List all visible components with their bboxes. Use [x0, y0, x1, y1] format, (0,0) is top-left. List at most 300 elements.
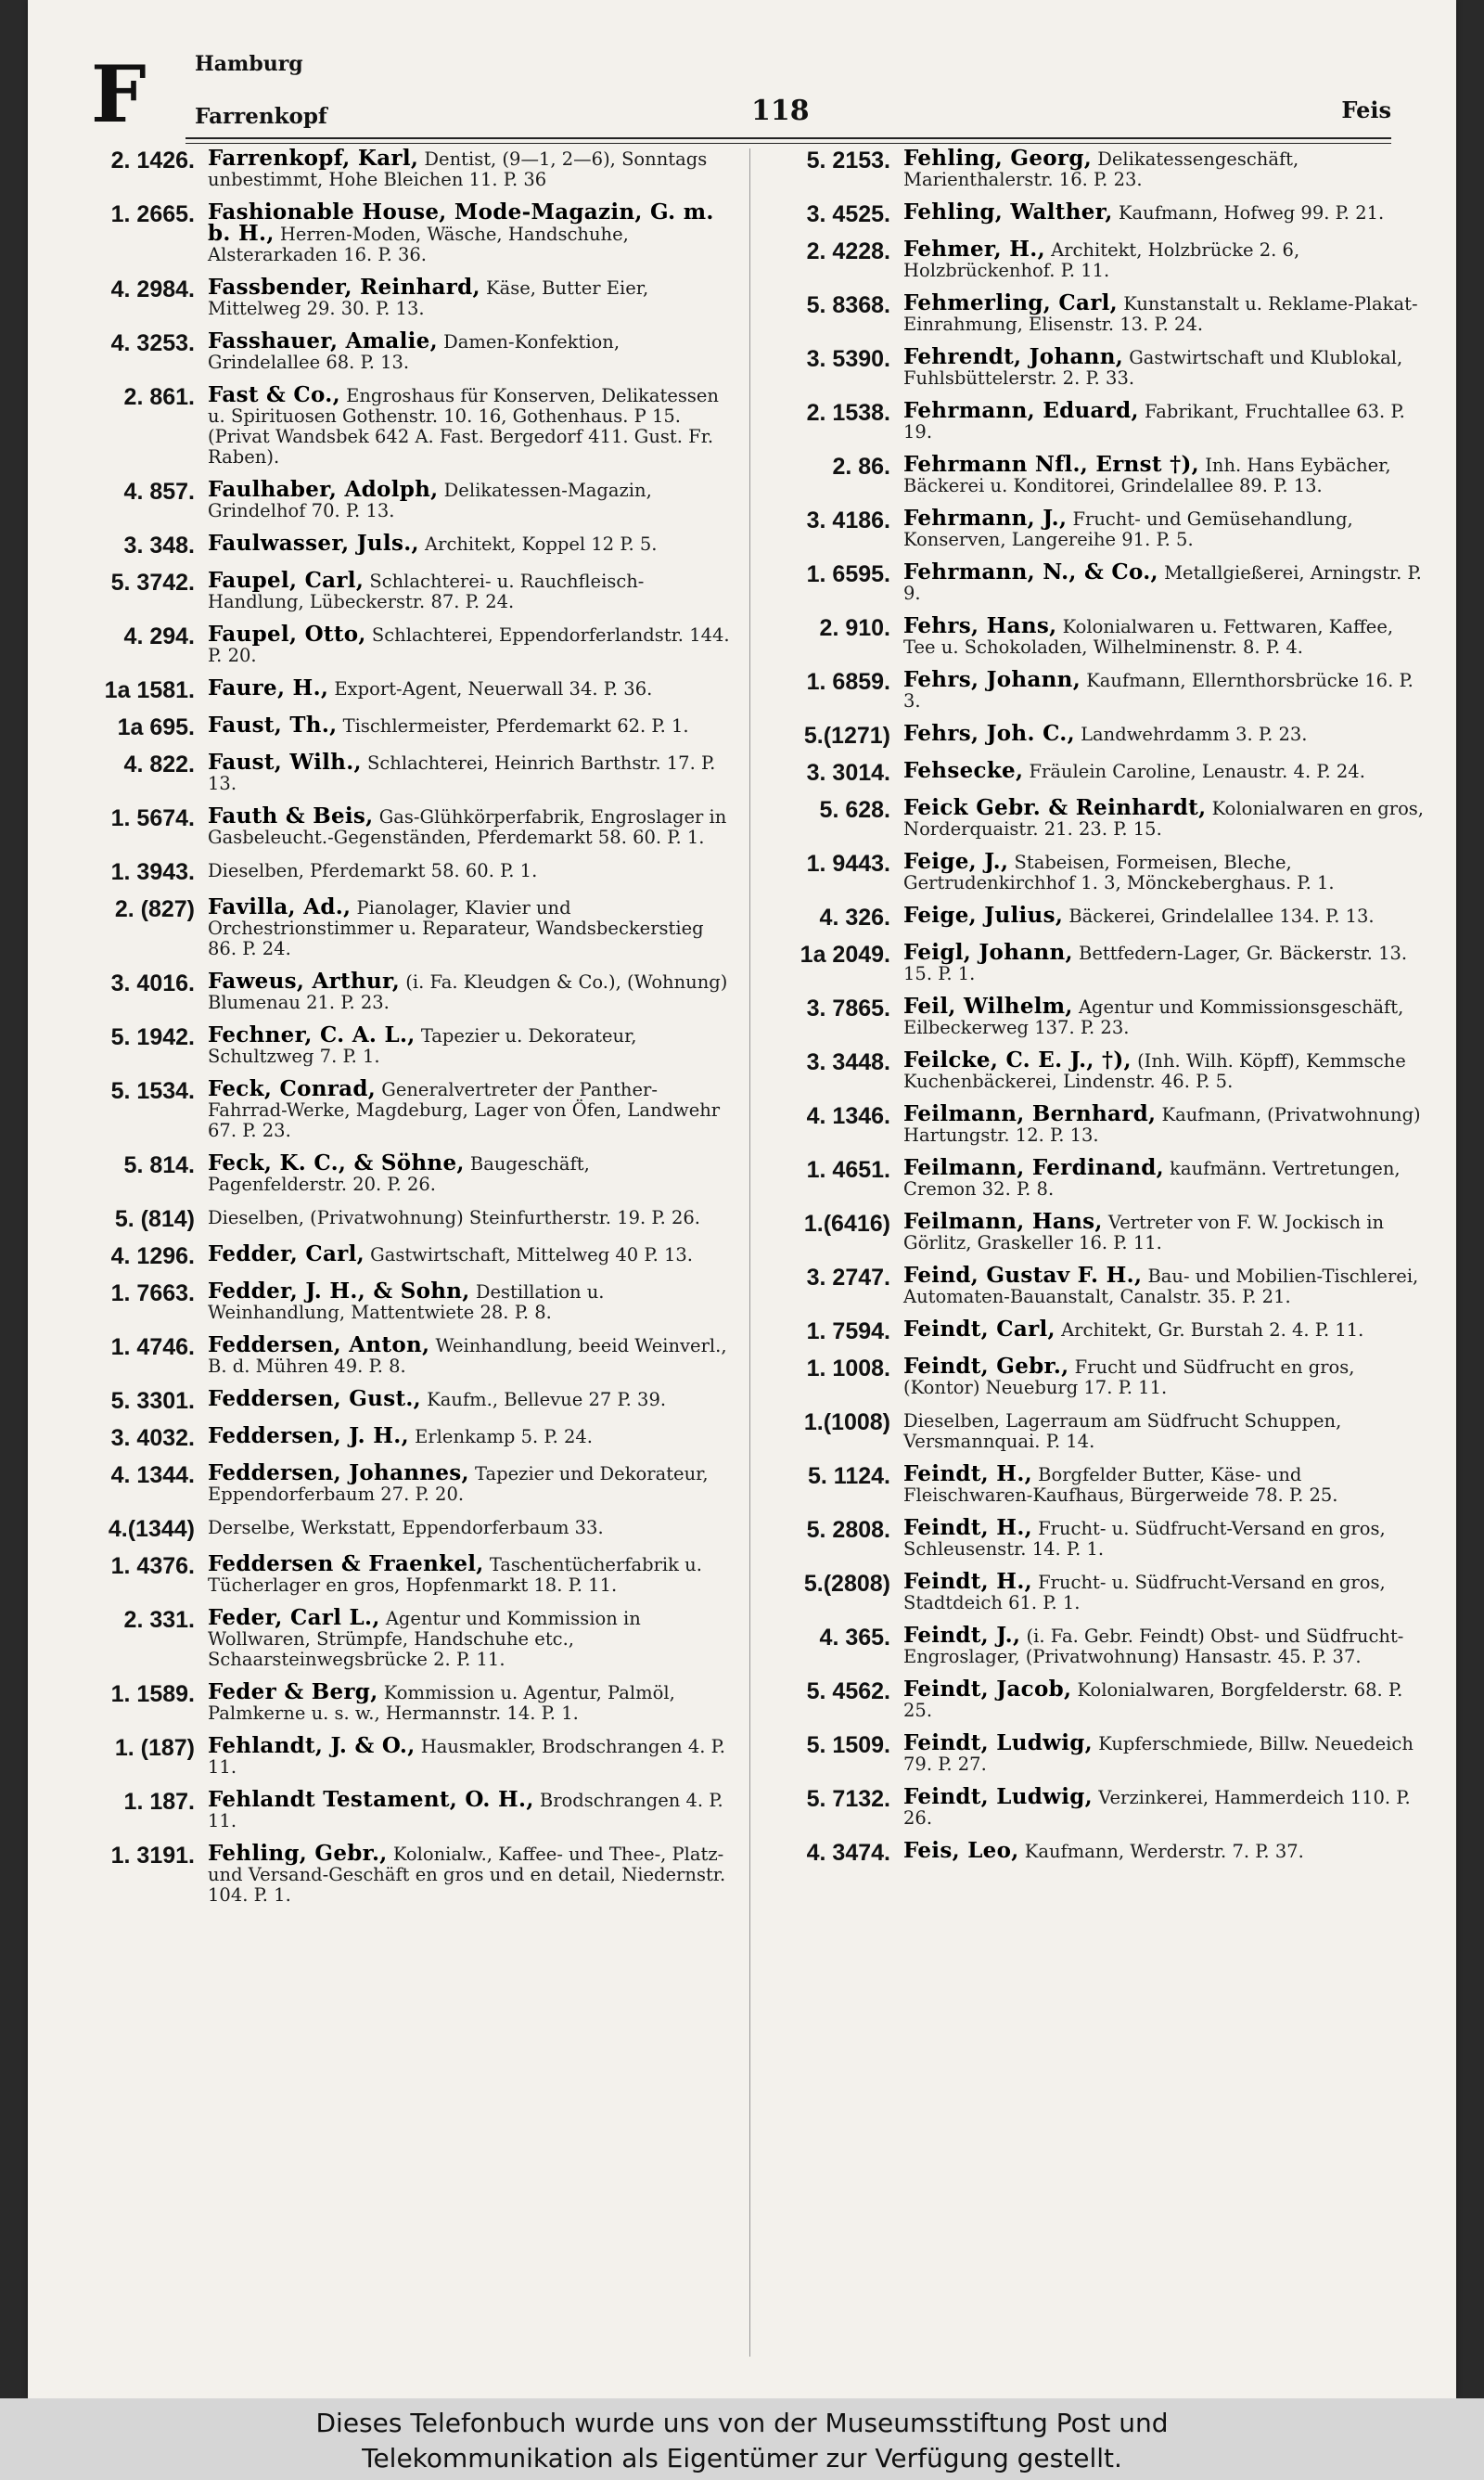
- directory-entry: [761, 1410, 1426, 1452]
- directory-entry: [761, 1838, 1426, 1866]
- entry-text: [208, 1076, 731, 1141]
- directory-entry: [761, 1047, 1426, 1092]
- subscriber-details: Kaufmann, Werderstr. 7. P. 37.: [1024, 1841, 1304, 1862]
- subscriber-name: Fehrs, Joh. C.,: [903, 721, 1075, 746]
- directory-entry: [761, 452, 1426, 496]
- phone-number: 2. 861.: [123, 384, 195, 410]
- subscriber-details: Fräulein Caroline, Lenaustr. 4. P. 24.: [1029, 761, 1365, 782]
- entry-text: [903, 508, 1426, 550]
- entry-text: [208, 277, 731, 319]
- directory-entry: [761, 1625, 1426, 1667]
- entry-text: [903, 452, 1426, 496]
- phone-number: 4. 326.: [819, 905, 890, 931]
- phone-number: 3. 348.: [123, 533, 195, 559]
- entry-text: [208, 1241, 731, 1269]
- subscriber-details: Inh. Hans Eybächer, Bäckerei u. Konditorei, Grindelallee 89. P. 13.: [903, 455, 1391, 496]
- directory-entry: [65, 1207, 731, 1232]
- phone-number: 2. 86.: [832, 454, 890, 480]
- entry-text: [208, 1150, 731, 1195]
- directory-entry: [65, 1332, 731, 1377]
- entry-text: [903, 1209, 1426, 1253]
- entry-text: [208, 328, 731, 373]
- phone-number: 5. 1509.: [806, 1732, 890, 1758]
- subscriber-details: Pianolager, Klavier und Orchestrionstimmer u. Reparateur, Wandsbeckerstieg 86. P. 24.: [208, 897, 704, 959]
- entry-text: [208, 568, 731, 612]
- subscriber-name: Fehrs, Hans,: [903, 613, 1057, 638]
- entry-text: [903, 398, 1426, 443]
- entry-text: [903, 1410, 1426, 1452]
- directory-entry: [761, 1263, 1426, 1307]
- subscriber-details: Brodschrangen 4. P. 11.: [208, 1790, 723, 1831]
- phone-number: 1a 2049.: [800, 942, 890, 968]
- subscriber-name: Fedder, Carl,: [208, 1241, 365, 1266]
- entry-text: [208, 860, 731, 885]
- entry-text: [208, 1841, 731, 1906]
- phone-number: 5. 628.: [819, 797, 890, 823]
- entry-text: [208, 1787, 731, 1831]
- phone-number: 5. 2808.: [806, 1517, 890, 1543]
- entry-text: [208, 1332, 731, 1377]
- phone-number: 3. 4016.: [110, 970, 195, 996]
- entry-text: [208, 199, 731, 265]
- subscriber-name: Fehrendt, Johann,: [903, 344, 1124, 369]
- page-number: 118: [751, 95, 810, 127]
- subscriber-details: Dieselben, Pferdemarkt 58. 60. P. 1.: [208, 860, 538, 881]
- directory-entry: [761, 1319, 1426, 1344]
- subscriber-details: Tischlermeister, Pferdemarkt 62. P. 1.: [342, 715, 689, 737]
- directory-entry: [761, 148, 1426, 190]
- subscriber-details: Gas-Glühkörperfabrik, Engroslager in Gasbeleucht.-Gegenständen, Pferdemarkt 58. 60. P. 1.: [208, 806, 727, 848]
- directory-entry: [65, 1022, 731, 1067]
- subscriber-details: Kaufmann, Hofweg 99. P. 21.: [1118, 202, 1385, 224]
- subscriber-details: Derselbe, Werkstatt, Eppendorferbaum 33.: [208, 1517, 604, 1538]
- phone-number: 2. 910.: [819, 615, 890, 641]
- subscriber-name: Favilla, Ad.,: [208, 894, 352, 919]
- subscriber-details: Schlachterei, Eppendorferlandstr. 144. P. 20.: [208, 624, 730, 666]
- phone-number: 1. 7663.: [110, 1280, 195, 1306]
- subscriber-name: Feindt, H.,: [903, 1569, 1032, 1594]
- subscriber-name: Feder & Berg,: [208, 1679, 378, 1704]
- directory-entry: [761, 239, 1426, 281]
- subscriber-name: Feige, J.,: [903, 849, 1009, 874]
- subscriber-name: Fehmerling, Carl,: [903, 290, 1118, 315]
- subscriber-name: Feindt, Ludwig,: [903, 1730, 1093, 1755]
- phone-number: 4. 1296.: [110, 1243, 195, 1269]
- directory-entry: [65, 860, 731, 885]
- directory-entry: [65, 1281, 731, 1323]
- entry-text: [903, 559, 1426, 604]
- subscriber-name: Feck, K. C., & Söhne,: [208, 1150, 465, 1176]
- phone-number: 4.(1344): [108, 1516, 195, 1542]
- entry-text: [903, 1047, 1426, 1092]
- subscriber-details: Metallgießerei, Arningstr. P. 9.: [903, 562, 1422, 604]
- directory-entry: [65, 1386, 731, 1414]
- entry-text: [208, 1733, 731, 1778]
- entry-text: [208, 477, 731, 521]
- phone-number: 4. 1346.: [806, 1103, 890, 1129]
- entry-text: [903, 667, 1426, 712]
- subscriber-details: Verzinkerei, Hammerdeich 110. P. 26.: [903, 1787, 1411, 1829]
- page-header: [65, 19, 1419, 140]
- phone-number: 3. 3014.: [806, 760, 890, 786]
- entry-text: [903, 613, 1426, 658]
- subscriber-name: Fedder, J. H., & Sohn,: [208, 1279, 470, 1304]
- subscriber-name: Feindt, H.,: [903, 1515, 1032, 1540]
- subscriber-details: Kupferschmiede, Billw. Neuedeich 79. P. 27.: [903, 1733, 1414, 1775]
- subscriber-details: (i. Fa. Kleudgen & Co.), (Wohnung) Blumenau 21. P. 23.: [208, 971, 728, 1013]
- subscriber-details: Bettfedern-Lager, Gr. Bäckerstr. 13. 15. P. 1.: [903, 943, 1408, 984]
- subscriber-details: Damen-Konfektion, Grindelallee 68. P. 13.: [208, 331, 620, 373]
- phone-number: 4. 3253.: [110, 330, 195, 356]
- subscriber-name: Feind, Gustav F. H.,: [903, 1263, 1143, 1288]
- left-column: [65, 148, 731, 1918]
- phone-number: 4. 365.: [819, 1625, 890, 1651]
- subscriber-details: (Inh. Wilh. Köpff), Kemmsche Kuchenbäckerei, Lindenstr. 46. P. 5.: [903, 1050, 1406, 1092]
- subscriber-name: Feil, Wilhelm,: [903, 994, 1073, 1019]
- entry-text: [903, 1356, 1426, 1398]
- phone-number: 1. 4651.: [806, 1157, 890, 1183]
- directory-entry: [65, 715, 731, 740]
- subscriber-name: Feigl, Johann,: [903, 940, 1073, 965]
- subscriber-details: Kunstanstalt u. Reklame-Plakat-Einrahmung, Elisenstr. 13. P. 24.: [903, 293, 1418, 335]
- directory-entry: [65, 1551, 731, 1596]
- entry-text: [903, 1838, 1426, 1866]
- subscriber-details: Borgfelder Butter, Käse- und Fleischwaren-Kaufhaus, Bürgerweide 78. P. 25.: [903, 1464, 1338, 1506]
- subscriber-details: Bau- und Mobilien-Tischlerei, Automaten-Bauanstalt, Canalstr. 35. P. 21.: [903, 1266, 1419, 1307]
- subscriber-details: Kolonialwaren en gros, Norderquaistr. 21. 23. P. 15.: [903, 798, 1425, 840]
- subscriber-details: Tapezier und Dekorateur, Eppendorferbaum 27. P. 20.: [208, 1463, 709, 1505]
- subscriber-name: Fehrmann, J.,: [903, 506, 1068, 531]
- phone-number: 1. 2665.: [110, 201, 195, 227]
- directory-entry: [65, 382, 731, 468]
- subscriber-name: Feindt, J.,: [903, 1623, 1021, 1648]
- entry-text: [903, 199, 1426, 227]
- phone-number: 1. 7594.: [806, 1318, 890, 1344]
- subscriber-details: Gastwirtschaft, Mittelweg 40 P. 13.: [370, 1244, 693, 1266]
- directory-entry: [65, 971, 731, 1013]
- directory-entry: [65, 568, 731, 612]
- directory-entry: [761, 613, 1426, 658]
- entry-text: [208, 894, 731, 959]
- entry-text: [208, 1517, 731, 1542]
- phone-number: 3. 4186.: [806, 508, 890, 533]
- subscriber-details: Dieselben, (Privatwohnung) Steinfurtherstr. 19. P. 26.: [208, 1207, 700, 1228]
- directory-entry: [65, 533, 731, 559]
- directory-entry: [761, 199, 1426, 227]
- subscriber-name: Fehrmann Nfl., Ernst †),: [903, 452, 1199, 477]
- entry-text: [903, 758, 1426, 786]
- entry-text: [208, 752, 731, 794]
- entry-text: [903, 344, 1426, 389]
- directory-entry: [65, 1460, 731, 1505]
- entry-text: [208, 533, 731, 559]
- entry-text: [903, 1679, 1426, 1721]
- subscriber-name: Faust, Wilh.,: [208, 750, 362, 775]
- subscriber-name: Feindt, Ludwig,: [903, 1784, 1093, 1809]
- subscriber-details: Fabrikant, Fruchtallee 63. P. 19.: [903, 401, 1405, 443]
- subscriber-name: Feddersen, Anton,: [208, 1332, 430, 1357]
- directory-entry: [761, 1461, 1426, 1506]
- entry-text: [903, 721, 1426, 749]
- entry-text: [208, 1022, 731, 1067]
- directory-entry: [761, 508, 1426, 550]
- phone-number: 2. 1538.: [806, 400, 890, 426]
- subscriber-details: Kolonialwaren, Borgfelderstr. 68. P. 25.: [903, 1679, 1403, 1721]
- directory-entry: [761, 996, 1426, 1038]
- subscriber-details: Taschentücherfabrik u. Tücherlager en gros, Hopfenmarkt 18. P. 11.: [208, 1554, 702, 1596]
- subscriber-details: Architekt, Gr. Burstah 2. 4. P. 11.: [1061, 1319, 1364, 1341]
- subscriber-details: Bäckerei, Grindelallee 134. P. 13.: [1068, 906, 1375, 927]
- phone-number: 3. 4525.: [806, 201, 890, 227]
- entry-text: [903, 940, 1426, 984]
- subscriber-details: Export-Agent, Neuerwall 34. P. 36.: [334, 678, 653, 700]
- subscriber-name: Feddersen, Gust.,: [208, 1386, 421, 1411]
- subscriber-details: Kaufmann, Ellernthorsbrücke 16. P. 3.: [903, 670, 1414, 712]
- subscriber-details: Stabeisen, Formeisen, Bleche, Gertrudenkirchhof 1. 3, Mönckeberghaus. P. 1.: [903, 852, 1335, 893]
- footer-line-2: Telekommunikation als Eigentümer zur Verfügung gestellt.: [362, 2443, 1122, 2474]
- subscriber-details: Frucht und Südfrucht en gros, (Kontor) Neueburg 17. P. 11.: [903, 1356, 1355, 1398]
- phone-number: 1a 695.: [117, 714, 195, 740]
- subscriber-name: Feis, Leo,: [903, 1838, 1019, 1863]
- entry-text: [903, 903, 1426, 931]
- phone-number: 1. 9443.: [806, 851, 890, 877]
- city-name: Hamburg: [195, 52, 303, 76]
- phone-number: 5.(2808): [803, 1571, 890, 1597]
- phone-number: 3. 7865.: [806, 996, 890, 1022]
- directory-entry: [65, 1076, 731, 1141]
- header-rule: [186, 137, 1391, 144]
- phone-number: 1. 3191.: [110, 1843, 195, 1869]
- subscriber-details: Erlenkamp 5. P. 24.: [415, 1426, 593, 1447]
- directory-entry: [761, 1730, 1426, 1775]
- phone-number: 4. 1344.: [110, 1462, 195, 1488]
- subscriber-name: Feder, Carl L.,: [208, 1605, 380, 1630]
- first-entry-name: Farrenkopf: [195, 104, 327, 129]
- phone-number: 4. 822.: [123, 752, 195, 777]
- phone-number: 1. 6859.: [806, 669, 890, 695]
- entry-text: [903, 290, 1426, 335]
- phone-number: 5. 814.: [123, 1152, 195, 1178]
- right-column: [761, 148, 1426, 1878]
- directory-entry: [65, 803, 731, 848]
- footer-notice: [0, 2398, 1484, 2480]
- phone-number: 5. 3742.: [110, 570, 195, 596]
- entry-text: [903, 1101, 1426, 1146]
- directory-entry: [65, 1517, 731, 1542]
- subscriber-details: Kolonialw., Kaffee- und Thee-, Platz- und Versand-Geschäft en gros und en detail, Niedernstr. 104. P. 1.: [208, 1844, 726, 1906]
- subscriber-details: Tapezier u. Dekorateur, Schultzweg 7. P. 1.: [208, 1025, 637, 1067]
- directory-entry: [761, 667, 1426, 712]
- subscriber-name: Faweus, Arthur,: [208, 969, 401, 994]
- last-entry-name: Feis: [1341, 96, 1391, 123]
- phone-number: 2. 1426.: [110, 148, 195, 173]
- directory-entry: [761, 1209, 1426, 1253]
- subscriber-details: Weinhandlung, beeid Weinverl., B. d. Mühren 49. P. 8.: [208, 1335, 727, 1377]
- subscriber-name: Fauth & Beis,: [208, 803, 374, 829]
- directory-entry: [65, 1733, 731, 1778]
- subscriber-details: Frucht- u. Südfrucht-Versand en gros, Schleusenstr. 14. P. 1.: [903, 1518, 1386, 1560]
- subscriber-name: Faulwasser, Juls.,: [208, 531, 419, 556]
- phone-number: 1. 5674.: [110, 805, 195, 831]
- subscriber-details: Hausmakler, Brodschrangen 4. P. 11.: [208, 1736, 726, 1778]
- directory-entry: [65, 1150, 731, 1195]
- subscriber-name: Faupel, Otto,: [208, 622, 366, 647]
- directory-entry: [761, 758, 1426, 786]
- subscriber-name: Feindt, Gebr.,: [903, 1354, 1069, 1379]
- subscriber-name: Feige, Julius,: [903, 903, 1064, 928]
- directory-entry: [65, 752, 731, 794]
- phone-number: 4. 3474.: [806, 1840, 890, 1866]
- subscriber-name: Feick Gebr. & Reinhardt,: [903, 795, 1207, 820]
- phone-number: 1.(1008): [803, 1409, 890, 1435]
- directory-entry: [761, 1101, 1426, 1146]
- phone-number: 1. 1008.: [806, 1356, 890, 1381]
- directory-entry: [761, 1569, 1426, 1613]
- subscriber-name: Fashionable House, Mode-Magazin, G. m. b. H.,: [208, 199, 714, 246]
- directory-entry: [761, 849, 1426, 893]
- entry-text: [903, 849, 1426, 893]
- entry-text: [208, 971, 731, 1013]
- subscriber-details: Delikatessen-Magazin, Grindelhof 70. P. 13.: [208, 480, 652, 521]
- subscriber-details: Frucht- und Gemüsehandlung, Konserven, Langereihe 91. P. 5.: [903, 508, 1353, 550]
- subscriber-name: Fehrmann, Eduard,: [903, 398, 1139, 423]
- entry-text: [208, 1207, 731, 1232]
- directory-entry: [761, 903, 1426, 931]
- subscriber-name: Faust, Th.,: [208, 713, 338, 738]
- phone-number: 1. 4746.: [110, 1334, 195, 1360]
- subscriber-name: Feilmann, Hans,: [903, 1209, 1103, 1234]
- entry-text: [208, 1551, 731, 1596]
- subscriber-details: Dentist, (9—1, 2—6), Sonntags unbestimmt, Hohe Bleichen 11. P. 36: [208, 148, 708, 190]
- directory-entry: [65, 675, 731, 703]
- directory-entry: [761, 1679, 1426, 1721]
- phone-number: 3. 4032.: [110, 1425, 195, 1451]
- directory-entry: [761, 1155, 1426, 1200]
- phone-number: 1. 3943.: [110, 859, 195, 885]
- subscriber-name: Faupel, Carl,: [208, 568, 365, 593]
- subscriber-name: Fast & Co.,: [208, 382, 340, 407]
- subscriber-details: (i. Fa. Gebr. Feindt) Obst- und Südfrucht-Engroslager, (Privatwohnung) Hansastr. 45. P. 37.: [903, 1625, 1404, 1667]
- directory-entry: [761, 1515, 1426, 1560]
- entry-text: [903, 1155, 1426, 1200]
- phone-number: 2. 331.: [123, 1607, 195, 1633]
- phone-number: 1. 187.: [123, 1789, 195, 1815]
- entry-text: [208, 1460, 731, 1505]
- entry-text: [903, 1263, 1426, 1307]
- subscriber-name: Feindt, Carl,: [903, 1317, 1055, 1342]
- subscriber-details: Schlachterei, Heinrich Barthstr. 17. P. 13.: [208, 752, 716, 794]
- entry-text: [208, 148, 731, 190]
- subscriber-details: Generalvertreter der Panther-Fahrrad-Werke, Magdeburg, Lager von Öfen, Landwehr 67. P. 23.: [208, 1079, 721, 1141]
- directory-entry: [65, 1841, 731, 1906]
- subscriber-name: Feck, Conrad,: [208, 1076, 377, 1101]
- subscriber-details: Agentur und Kommissionsgeschäft, Eilbeckerweg 137. P. 23.: [903, 996, 1404, 1038]
- entry-text: [208, 1281, 731, 1323]
- directory-entry: [761, 344, 1426, 389]
- phone-number: 5. 1534.: [110, 1078, 195, 1104]
- subscriber-name: Fehrmann, N., & Co.,: [903, 559, 1158, 585]
- entry-text: [903, 1730, 1426, 1775]
- subscriber-name: Feilmann, Ferdinand,: [903, 1155, 1164, 1180]
- directory-entry: [761, 1356, 1426, 1398]
- subscriber-details: Käse, Butter Eier, Mittelweg 29. 30. P. 13.: [208, 277, 649, 319]
- directory-entry: [761, 940, 1426, 984]
- entry-text: [903, 1784, 1426, 1829]
- phone-number: 5.(1271): [803, 723, 890, 749]
- phone-number: 1. 1589.: [110, 1681, 195, 1707]
- subscriber-details: Engroshaus für Konserven, Delikatessen u. Spirituosen Gothenstr. 10. 16, Gothenhaus. P 15. (Privat Wandsbek 642 A. Fast. Bergedorf 411. Gust. Fr. Raben).: [208, 385, 719, 468]
- entry-text: [903, 1625, 1426, 1667]
- entry-text: [903, 1319, 1426, 1344]
- subscriber-details: Landwehrdamm 3. P. 23.: [1081, 724, 1308, 745]
- subscriber-name: Faure, H.,: [208, 675, 329, 700]
- phone-number: 5. 1124.: [808, 1463, 890, 1489]
- phone-number: 4. 294.: [123, 623, 195, 649]
- directory-entry: [65, 1423, 731, 1451]
- subscriber-details: Herren-Moden, Wäsche, Handschuhe, Alsterarkaden 16. P. 36.: [208, 224, 629, 265]
- phone-number: 5. 1942.: [110, 1024, 195, 1050]
- entry-text: [208, 382, 731, 468]
- entry-text: [208, 1386, 731, 1414]
- subscriber-details: Baugeschäft, Pagenfelderstr. 20. P. 26.: [208, 1153, 590, 1195]
- subscriber-name: Feindt, Jacob,: [903, 1677, 1072, 1702]
- directory-entry: [65, 624, 731, 666]
- subscriber-name: Feddersen & Fraenkel,: [208, 1551, 484, 1576]
- phone-number: 4. 2984.: [110, 276, 195, 302]
- subscriber-name: Feilmann, Bernhard,: [903, 1101, 1157, 1126]
- entry-text: [903, 1515, 1426, 1560]
- entry-text: [903, 1461, 1426, 1506]
- directory-entry: [65, 199, 731, 265]
- subscriber-name: Fehrs, Johann,: [903, 667, 1081, 692]
- subscriber-name: Fassbender, Reinhard,: [208, 275, 480, 300]
- subscriber-details: Kolonialwaren u. Fettwaren, Kaffee, Tee u. Schokoladen, Wilhelminenstr. 8. P. 4.: [903, 616, 1394, 658]
- subscriber-name: Fehling, Walther,: [903, 199, 1113, 225]
- entry-text: [208, 1605, 731, 1670]
- subscriber-details: Schlachterei- u. Rauchfleisch-Handlung, Lübeckerstr. 87. P. 24.: [208, 571, 645, 612]
- entry-text: [208, 624, 731, 666]
- phone-number: 5. 3301.: [110, 1388, 195, 1414]
- directory-entry: [761, 398, 1426, 443]
- directory-entry: [761, 1784, 1426, 1829]
- phone-number: 1. (187): [114, 1735, 195, 1761]
- phone-number: 5. 7132.: [806, 1786, 890, 1812]
- subscriber-details: Frucht- u. Südfrucht-Versand en gros, Stadtdeich 61. P. 1.: [903, 1572, 1386, 1613]
- directory-entry: [65, 1679, 731, 1724]
- directory-entry: [761, 290, 1426, 335]
- entry-text: [903, 239, 1426, 281]
- directory-page: [28, 0, 1456, 2398]
- subscriber-details: Kommission u. Agentur, Palmöl, Palmkerne u. s. w., Hermannstr. 14. P. 1.: [208, 1682, 675, 1724]
- subscriber-name: Fehlandt Testament, O. H.,: [208, 1787, 534, 1812]
- phone-number: 5. 2153.: [806, 148, 890, 173]
- subscriber-details: Architekt, Koppel 12 P. 5.: [425, 533, 658, 555]
- subscriber-name: Fehmer, H.,: [903, 237, 1045, 262]
- subscriber-name: Fehling, Gebr.,: [208, 1841, 388, 1866]
- column-divider: [749, 148, 750, 2357]
- subscriber-name: Feindt, H.,: [903, 1461, 1032, 1486]
- phone-number: 1a 1581.: [104, 677, 195, 703]
- phone-number: 1. 6595.: [806, 561, 890, 587]
- subscriber-details: Destillation u. Weinhandlung, Mattentwiete 28. P. 8.: [208, 1281, 605, 1323]
- phone-number: 2. (827): [114, 896, 195, 922]
- phone-number: 2. 4228.: [806, 238, 890, 264]
- directory-entry: [761, 559, 1426, 604]
- directory-entry: [65, 148, 731, 190]
- entry-text: [903, 148, 1426, 190]
- subscriber-name: Feddersen, J. H.,: [208, 1423, 409, 1448]
- entry-text: [208, 803, 731, 848]
